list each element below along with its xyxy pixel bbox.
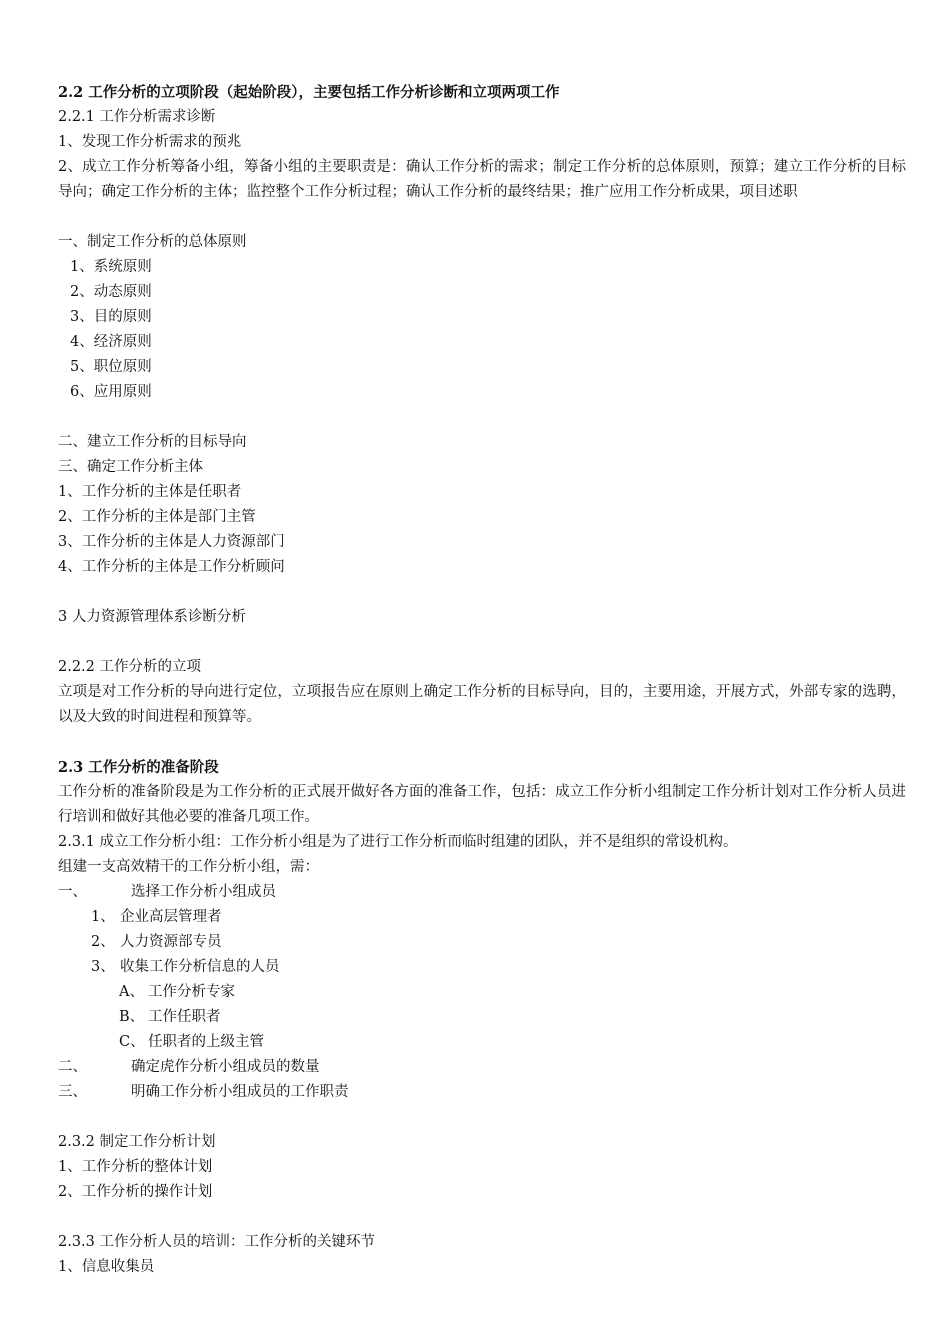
- list-item: [58, 1055, 906, 1080]
- section-heading-2-2: 2.2 工作分析的立项阶段（起始阶段），主要包括工作分析诊断和立项两项工作: [58, 84, 560, 101]
- list-number: 二、: [58, 1059, 87, 1075]
- paragraph: 2、成立工作分析筹备小组，筹备小组的主要职责是：确认工作分析的需求；制定工作分析的总体原则，预算；建立工作分析的目标导向；确定工作分析的主体；监控整个工作分析过程；确认工作分析的最终结果；推广应用工作分析成果，项目述职: [58, 159, 906, 200]
- list-text: 收集工作分析信息的人员: [120, 959, 280, 975]
- paragraph: 工作分析的准备阶段是为工作分析的正式展开做好各方面的准备工作，包括：成立工作分析小组制定工作分析计划对工作分析人员进行培训和做好其他必要的准备几项工作。: [58, 784, 906, 825]
- list-item: 1、工作分析的整体计划: [58, 1159, 213, 1175]
- list-item: 1、工作分析的主体是任职者: [58, 484, 242, 500]
- list-item: 1、信息收集员: [58, 1259, 155, 1275]
- list-number: C、: [119, 1034, 145, 1050]
- list-number: B、: [119, 1009, 145, 1025]
- subsection-title-2-3-3: 2.3.3 工作分析人员的培训：工作分析的关键环节: [58, 1234, 376, 1250]
- list-number: 一、: [58, 884, 87, 900]
- list-item: [58, 955, 906, 980]
- list-item: 5、职位原则: [70, 359, 152, 375]
- subsection-title-2-2-1: 2.2.1 工作分析需求诊断: [58, 109, 216, 125]
- section-heading-2-3: 2.3 工作分析的准备阶段: [58, 759, 219, 776]
- document-page: [58, 80, 906, 1280]
- list-item: [58, 930, 906, 955]
- list-title: 二、建立工作分析的目标导向: [58, 434, 247, 450]
- subsection-title-2-3-2: 2.3.2 制定工作分析计划: [58, 1134, 216, 1150]
- list-item: 2、工作分析的操作计划: [58, 1184, 213, 1200]
- list-item: [58, 880, 906, 905]
- list-text: 企业高层管理者: [120, 909, 222, 925]
- list-number: 1、: [91, 909, 115, 925]
- list-number: A、: [119, 984, 144, 1000]
- list-item: [58, 1080, 906, 1105]
- paragraph: 组建一支高效精干的工作分析小组，需：: [58, 859, 319, 875]
- paragraph: 立项是对工作分析的导向进行定位，立项报告应在原则上确定工作分析的目标导向，目的，主要用途，开展方式，外部专家的选聘，以及大致的时间进程和预算等。: [58, 684, 906, 725]
- paragraph: 3 人力资源管理体系诊断分析: [58, 609, 246, 625]
- list-text: 任职者的上级主管: [148, 1034, 264, 1050]
- list-item: 2、工作分析的主体是部门主管: [58, 509, 256, 525]
- list-title: 三、确定工作分析主体: [58, 459, 203, 475]
- list-item: 6、应用原则: [70, 384, 152, 400]
- list-item: 3、工作分析的主体是人力资源部门: [58, 534, 285, 550]
- list-item: [58, 980, 906, 1005]
- list-text: 人力资源部专员: [120, 934, 222, 950]
- list-item: 4、经济原则: [70, 334, 152, 350]
- list-text: 工作分析专家: [148, 984, 235, 1000]
- list-text: 选择工作分析小组成员: [131, 884, 276, 900]
- list-item: 4、工作分析的主体是工作分析顾问: [58, 559, 285, 575]
- list-text: 明确工作分析小组成员的工作职责: [131, 1084, 349, 1100]
- list-number: 3、: [91, 959, 115, 975]
- paragraph: 1、发现工作分析需求的预兆: [58, 134, 242, 150]
- list-text: 工作任职者: [148, 1009, 221, 1025]
- list-number: 三、: [58, 1084, 87, 1100]
- list-title: 一、制定工作分析的总体原则: [58, 234, 247, 250]
- list-item: [58, 1005, 906, 1030]
- list-item: [58, 905, 906, 930]
- subsection-title-2-3-1: 2.3.1 成立工作分析小组：工作分析小组是为了进行工作分析而临时组建的团队，并不是组织的常设机构。: [58, 834, 738, 850]
- list-text: 确定虎作分析小组成员的数量: [131, 1059, 320, 1075]
- list-number: 2、: [91, 934, 115, 950]
- list-item: 2、动态原则: [70, 284, 152, 300]
- list-item: [58, 1030, 906, 1055]
- subsection-title-2-2-2: 2.2.2 工作分析的立项: [58, 659, 202, 675]
- list-item: 1、系统原则: [70, 259, 152, 275]
- list-item: 3、目的原则: [70, 309, 152, 325]
